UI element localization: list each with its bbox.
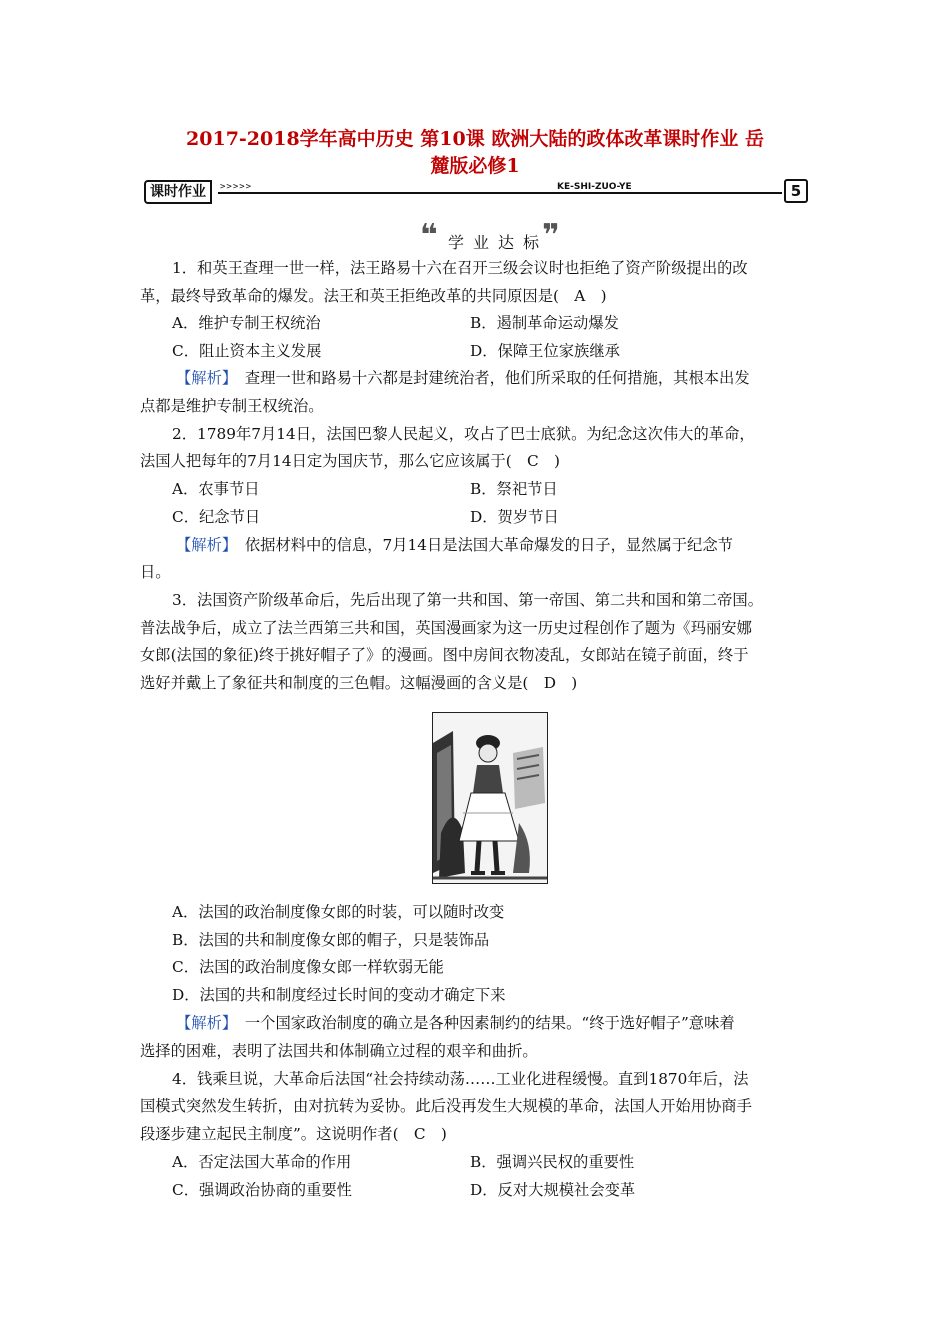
q2-option-a: A．农事节日 [172,480,260,498]
q4-stem-line-2: 国模式突然发生转折，由对抗转为妥协。此后没再发生大规模的革命，法国人开始用协商手 [140,1097,752,1115]
banner-arrows: >>>>> [220,182,253,192]
q3-stem-line-2: 普法战争后，成立了法兰西第三共和国，英国漫画家为这一历史过程创作了题为《玛丽安娜 [140,619,752,637]
q3-analysis-line-1: 【解析】 一个国家政治制度的确立是各种因素制约的结果。“终于选好帽子”意味着 [176,1014,735,1032]
q1-option-c: C．阻止资本主义发展 [172,342,322,360]
banner-tag: 课时作业 [144,180,212,204]
q1-option-a: A．维护专制王权统治 [172,314,321,332]
q3-stem-line-4: 选好并戴上了象征共和制度的三色帽。这幅漫画的含义是( D ) [140,674,578,692]
q2-option-b: B．祭祀节日 [470,480,558,498]
q1-analysis-line-1: 【解析】 查理一世和路易十六都是封建统治者，他们所采取的任何措施，其根本出发 [176,369,750,387]
q3-stem-line-3: 女郎(法国的象征)终于挑好帽子了》的漫画。图中房间衣物凌乱，女郎站在镜子前面，终于 [140,646,749,664]
open-quote-icon: ❝ [420,218,438,253]
banner-number: 5 [784,179,808,203]
q2-stem-line-1: 2．1789年7月14日，法国巴黎人民起义，攻占了巴士底狱。为纪念这次伟大的革命， [172,425,755,443]
q3-option-c: C．法国的政治制度像女郎一样软弱无能 [172,958,444,976]
cartoon-illustration [433,713,547,883]
q4-option-d: D．反对大规模社会变革 [470,1181,636,1199]
section-label: 学业达标 [448,233,549,252]
banner-pinyin: KE-SHI-ZUO-YE [554,182,635,192]
banner-rule [218,192,782,194]
title-line-1: 2017-2018学年高中历史 第10课 欧洲大陆的政体改革课时作业 岳 [186,128,764,150]
q3-stem-line-1: 3．法国资产阶级革命后，先后出现了第一共和国、第一帝国、第二共和国和第二帝国。 [172,591,764,609]
q1-stem-line-1: 1．和英王查理一世一样，法王路易十六在召开三级会议时也拒绝了资产阶级提出的改 [172,259,748,277]
q1-option-d: D．保障王位家族继承 [470,342,620,360]
q4-option-a: A．否定法国大革命的作用 [172,1153,352,1171]
q2-stem-line-2: 法国人把每年的7月14日定为国庆节，那么它应该属于( C ) [140,452,560,470]
q4-stem-line-3: 段逐步建立起民主制度”。这说明作者( C ) [140,1125,447,1143]
q4-option-c: C．强调政治协商的重要性 [172,1181,352,1199]
q2-analysis-line-2: 日。 [140,563,171,581]
q2-option-c: C．纪念节日 [172,508,261,526]
cartoon-image [432,712,548,884]
q1-option-b: B．遏制革命运动爆发 [470,314,619,332]
analysis-label: 【解析】 [176,1014,230,1032]
q3-option-a: A．法国的政治制度像女郎的时装，可以随时改变 [172,903,505,921]
q1-analysis-line-2: 点都是维护专制王权统治。 [140,397,324,415]
title-line-2: 麓版必修1 [430,155,520,177]
q2-option-d: D．贺岁节日 [470,508,559,526]
analysis-label: 【解析】 [176,369,230,387]
q3-option-d: D．法国的共和制度经过长时间的变动才确定下来 [172,986,506,1004]
q4-stem-line-1: 4．钱乘旦说，大革命后法国“社会持续动荡……工业化进程缓慢。直到1870年后，法 [172,1070,749,1088]
homework-banner [144,180,808,202]
document-title [120,126,830,180]
q2-analysis-line-1: 【解析】 依据材料中的信息，7月14日是法国大革命爆发的日子，显然属于纪念节 [176,536,733,554]
q3-analysis-line-2: 选择的困难，表明了法国共和体制确立过程的艰辛和曲折。 [140,1042,538,1060]
close-quote-icon: ❞ [542,218,560,253]
q4-option-b: B．强调兴民权的重要性 [470,1153,635,1171]
q3-option-b: B．法国的共和制度像女郎的帽子，只是装饰品 [172,931,490,949]
analysis-label: 【解析】 [176,536,230,554]
section-heading [420,218,570,253]
q1-stem-line-2: 革，最终导致革命的爆发。法王和英王拒绝改革的共同原因是( A ) [140,287,607,305]
